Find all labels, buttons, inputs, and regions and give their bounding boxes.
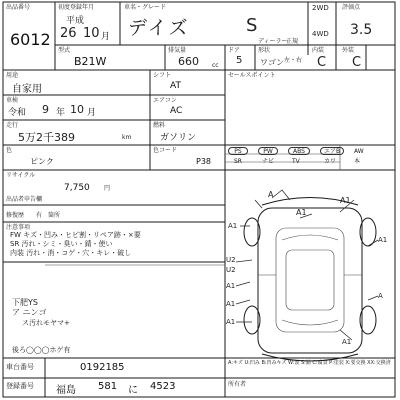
dealer-label: ディーラー — [258, 38, 288, 45]
diagram-mark-left-door-2: U2 — [226, 266, 236, 274]
first-registration-year: 26 — [60, 26, 77, 41]
fuel-label: 燃料 — [153, 122, 166, 129]
option-aw: AW — [354, 148, 364, 155]
mileage-unit: km — [122, 134, 132, 141]
recycle-amount: 7,750 — [64, 183, 90, 193]
diagram-pencil-marks — [236, 190, 378, 340]
drive-2wd-label: 2WD — [312, 4, 329, 12]
steering-side-label: 左・右 — [284, 57, 303, 64]
option-tv: TV — [292, 158, 300, 165]
damage-legend: A:キズ U:凹み B:凹みキズ W:波 S:錆 C:腐食 P:塗装 X:要交換 XX:交換済 — [228, 360, 391, 366]
shift-label: シフト — [153, 72, 172, 79]
option-ps: PS — [228, 147, 248, 155]
usage-label: 用途 — [6, 72, 19, 79]
inspection-month: 10 — [70, 103, 84, 116]
car-outline — [244, 198, 376, 362]
inspection-year: 9 — [42, 103, 49, 116]
displacement: 660 — [178, 55, 199, 68]
body-label: 形状 — [258, 47, 271, 54]
mileage-label: 走行 — [6, 122, 19, 129]
body-color: ピンク — [30, 157, 54, 166]
car-name: デイズ — [128, 17, 190, 39]
option-abs: ABS — [288, 147, 310, 155]
interior-grade: C — [317, 55, 327, 70]
doors-label: ドア — [228, 47, 240, 54]
fuel: ガソリン — [160, 133, 197, 143]
diagram-mark-rear: A1 — [342, 338, 352, 346]
option-airbag: エアB — [320, 147, 344, 155]
displacement-unit: cc — [212, 62, 219, 69]
model-label: 型式 — [58, 47, 71, 54]
score-label: 評価点 — [342, 4, 361, 11]
first-registration-label: 初度登録年月 — [58, 4, 95, 11]
exterior-grade: C — [352, 55, 362, 70]
recycle-yen: 円 — [104, 185, 111, 192]
inspection-label: 車検 — [6, 97, 19, 104]
repair-place-label: 箇所 — [48, 212, 61, 219]
lot-number: 6012 — [10, 30, 51, 49]
chassis-number-label: 車台番号 — [6, 363, 34, 371]
repair-history-label: 修復歴 — [6, 212, 25, 219]
diagram-mark-hood: A1 — [296, 208, 307, 217]
plate-label: 登録番号 — [6, 382, 34, 390]
exterior-grade-label: 外装 — [342, 47, 355, 54]
diagram-mark-front-right: A1 — [340, 196, 351, 205]
ac: AC — [170, 106, 183, 116]
defects-row-fw: FW キズ・凹み・ヒビ割・リペア跡・×要 — [10, 231, 141, 239]
option-book: 本 — [354, 158, 361, 165]
diagram-mark-left-door-1: U2 — [226, 256, 236, 264]
handwritten-note-4: 後ろ◯◯◯ホゲ有 — [12, 346, 71, 354]
option-sr: SR — [234, 158, 242, 165]
color-code-label: 色コード — [153, 147, 178, 154]
option-navi: ナビ — [262, 158, 275, 165]
model: B21W — [74, 55, 107, 68]
handwritten-note-2: ア ニンゴ — [12, 308, 47, 317]
sales-points-label: セールスポイント — [228, 72, 276, 79]
option-pw: PW — [258, 147, 278, 155]
diagram-mark-left-door-3: A1 — [226, 282, 236, 290]
handwritten-note-3: ス汚れモヤマ+ — [22, 319, 70, 327]
first-registration-month-unit: 月 — [101, 32, 111, 42]
first-registration-month: 10 — [83, 26, 100, 41]
defects-label: 注意事項 — [6, 224, 31, 231]
drive-4wd-label: 4WD — [312, 30, 329, 38]
defects-row-sr: SR 汚れ・シミ・臭い・錆・使い — [10, 240, 113, 248]
car-name-label: 車名・グレード — [124, 4, 167, 11]
diagram-mark-right-front: A1 — [378, 236, 388, 244]
plate-region: 福島 — [56, 385, 76, 396]
diagram-mark-front: A — [268, 190, 274, 199]
diagram-mark-front-left: A1 — [228, 222, 238, 230]
color-label: 色 — [6, 147, 13, 154]
usage: 自家用 — [12, 84, 42, 95]
inspection-year-unit: 年 — [56, 108, 66, 118]
color-code: P38 — [196, 157, 212, 166]
diagram-mark-left-rear-1: A1 — [226, 300, 236, 308]
seller-notes-label: 出品者申告欄 — [6, 196, 43, 203]
handwritten-note-1: 下肥YS — [12, 298, 38, 307]
diagram-mark-right-rear: A — [378, 292, 383, 300]
plate-number: 4523 — [150, 381, 176, 392]
plate-kana: に — [128, 385, 138, 396]
owner-label: 所有者 — [228, 381, 247, 388]
inspection-era: 令和 — [8, 108, 27, 118]
diagram-mark-left-rear-2: A1 — [226, 318, 236, 326]
inspection-month-unit: 月 — [87, 108, 97, 118]
doors: 5 — [236, 55, 243, 66]
ac-label: エアコン — [153, 97, 177, 104]
chassis-number: 0192185 — [80, 362, 125, 373]
displacement-label: 排気量 — [168, 47, 187, 54]
recycle-label: リサイクル — [6, 172, 36, 179]
repair-history-value: 有 — [36, 212, 43, 219]
lot-number-label: 出品番号 — [6, 4, 31, 11]
body-type: ワゴン — [260, 58, 284, 67]
first-registration-era: 平成 — [66, 16, 85, 26]
shift: AT — [170, 81, 181, 91]
score: 3.5 — [350, 22, 373, 38]
mileage: 5万2千389 — [18, 131, 75, 144]
defects-row-interior: 内装 汚れ・消・コゲ・穴・キレ・破し — [10, 249, 132, 257]
interior-grade-label: 内装 — [312, 47, 325, 54]
option-leather: カワ — [324, 158, 337, 165]
plate-class: 581 — [98, 381, 118, 392]
grade: S — [246, 15, 258, 36]
dealer-value: 正規 — [286, 38, 299, 45]
